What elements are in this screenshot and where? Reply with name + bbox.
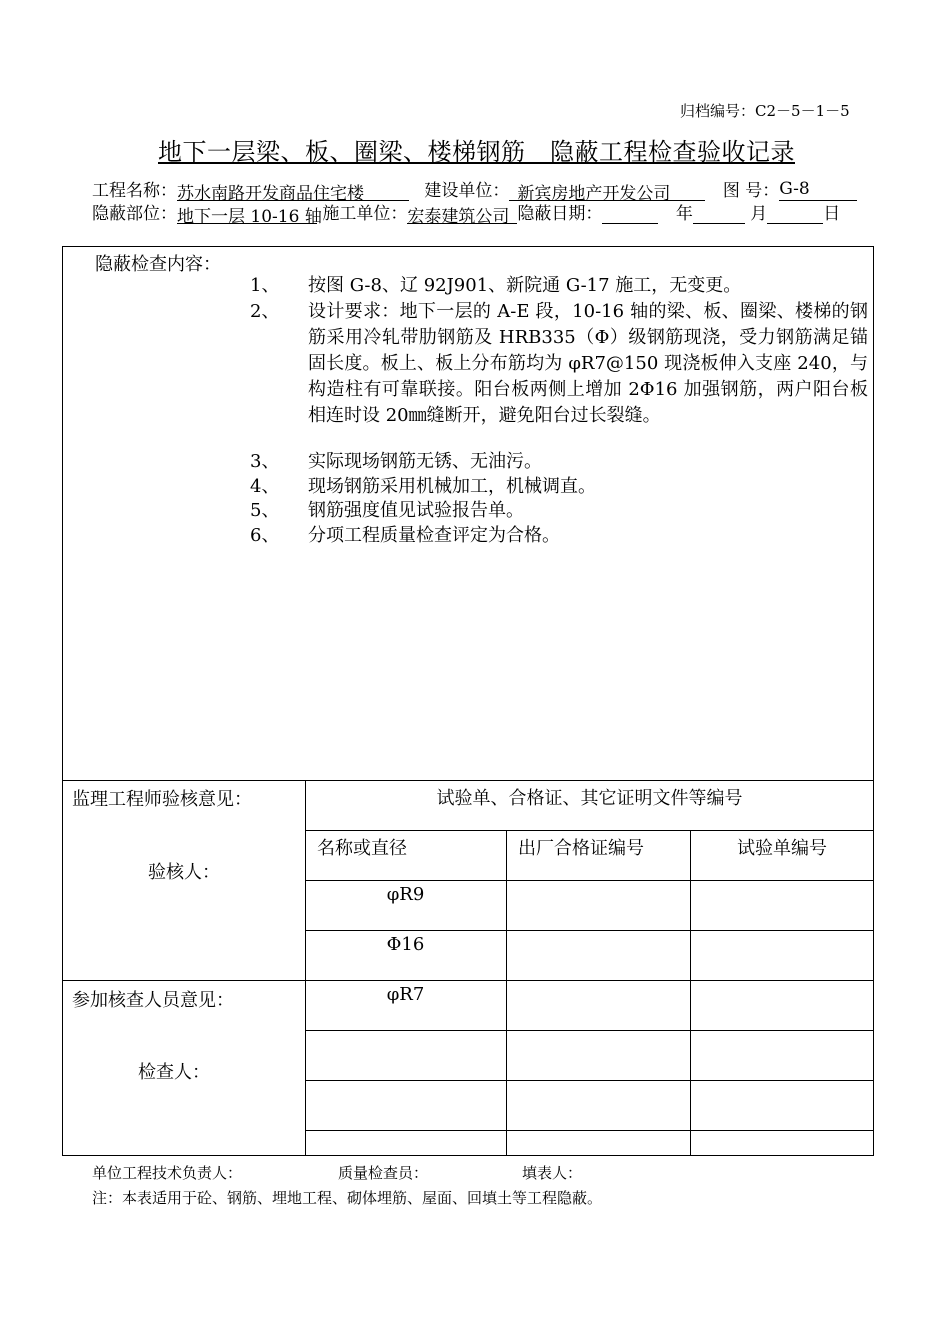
builder-label: 建设单位： xyxy=(424,181,510,201)
drawing-value: G-8 xyxy=(779,179,857,201)
project-name-label: 工程名称： xyxy=(92,181,177,201)
hidden-date-label: 隐蔽日期： xyxy=(517,204,603,224)
builder-value: 新宾房地产开发公司 xyxy=(509,179,705,201)
month-label: 月 xyxy=(750,204,768,224)
month-blank xyxy=(693,202,745,224)
item-number: 6、 xyxy=(250,525,280,546)
docs-table-title: 试验单、合格证、其它证明文件等编号 xyxy=(436,788,743,809)
drawing-label: 图 号： xyxy=(722,181,780,201)
hidden-part-value: 地下一层 10-16 轴 xyxy=(177,202,317,224)
page-title: 地下一层梁、板、圈梁、楼梯钢筋 隐蔽工程检查验收记录 xyxy=(158,138,795,166)
day-blank xyxy=(767,202,823,224)
project-name-row xyxy=(92,176,857,204)
supervisor-opinion-label: 监理工程师验核意见： xyxy=(72,789,252,810)
contractor-label: 施工单位： xyxy=(322,204,408,224)
content-label: 隐蔽检查内容： xyxy=(95,254,221,275)
reviewer-label: 验核人： xyxy=(148,862,220,883)
day-label: 日 xyxy=(823,204,841,224)
item-text: 设计要求：地下一层的 A-E 段，10-16 轴的梁、板、圈梁、楼梯的钢筋采用冷轧带肋钢筋及 HRB335（Φ）级钢筋现浇，受力钢筋满足锚固长度。板上、板上分布筋均为 φR7@150 现浇板伸入支座 240，与构造柱有可靠联接。阳台板两侧上增加 2Φ16 加强钢筋，两户阳台板相连时设 20㎜缝断开，避免阳台过长裂缝。 xyxy=(308,301,868,426)
inspector-label: 检查人： xyxy=(138,1062,210,1083)
participants-opinion-label: 参加核查人员意见： xyxy=(72,990,234,1011)
contractor-value: 宏泰建筑公司 xyxy=(407,202,517,224)
header-name: 名称或直径 xyxy=(317,838,407,859)
item-text: 钢筋强度值见试验报告单。 xyxy=(308,500,524,521)
table-row-1-name: φR9 xyxy=(386,884,425,905)
project-name-value: 苏水南路开发商品住宅楼 xyxy=(177,179,409,201)
year-blank xyxy=(602,202,658,224)
archive-number: 归档编号：C2－5－1－5 xyxy=(680,102,850,120)
hidden-part-label: 隐蔽部位： xyxy=(92,204,177,224)
table-row-3-name: φR7 xyxy=(386,984,425,1005)
item-number: 3、 xyxy=(250,451,280,472)
tech-lead-label: 单位工程技术负责人： xyxy=(92,1164,243,1182)
year-label: 年 xyxy=(675,204,693,224)
filler-label: 填表人： xyxy=(522,1164,583,1182)
item-text: 分项工程质量检查评定为合格。 xyxy=(308,525,560,546)
quality-inspector-label: 质量检查员： xyxy=(338,1164,429,1182)
item-number: 1、 xyxy=(250,275,280,296)
item-text: 现场钢筋采用机械加工，机械调直。 xyxy=(308,476,596,497)
item-text: 实际现场钢筋无锈、无油污。 xyxy=(308,451,542,472)
footnote: 注：本表适用于砼、钢筋、埋地工程、砌体埋筋、屋面、回填土等工程隐蔽。 xyxy=(92,1189,603,1207)
item-text: 按图 G-8、辽 92J901、新院通 G-17 施工，无变更。 xyxy=(308,275,742,296)
item-number: 2、 xyxy=(250,301,280,322)
item-number: 4、 xyxy=(250,476,280,497)
header-cert-number: 出厂合格证编号 xyxy=(518,838,644,859)
header-test-number: 试验单编号 xyxy=(737,838,827,859)
item-number: 5、 xyxy=(250,500,280,521)
hidden-part-row xyxy=(92,199,841,227)
table-row-2-name: Φ16 xyxy=(386,934,425,955)
